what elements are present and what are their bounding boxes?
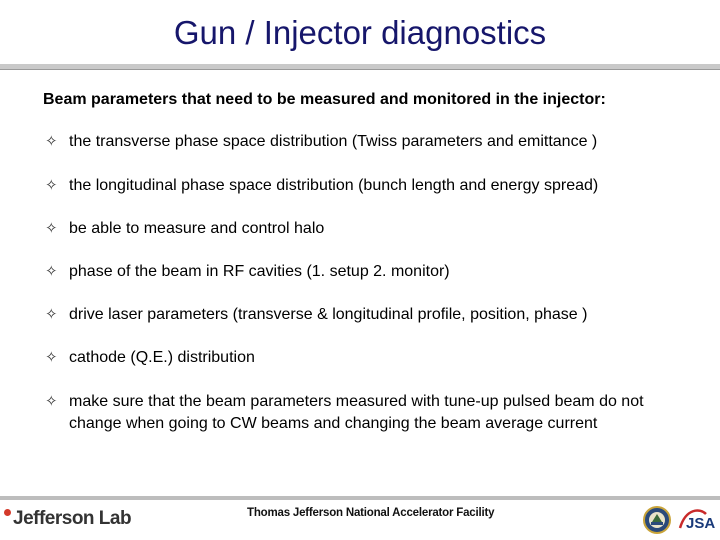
footer-divider <box>0 496 720 500</box>
bullet-text: phase of the beam in RF cavities (1. setup 2. monitor) <box>69 263 450 280</box>
bullet-text: make sure that the beam parameters measured with tune-up pulsed beam do not change when going to CW beams and changing the beam average current <box>69 393 644 432</box>
star-bullet-icon: ✧ <box>45 132 58 150</box>
star-bullet-icon: ✧ <box>45 305 58 323</box>
bullet-text: the transverse phase space distribution (Twiss parameters and emittance ) <box>69 133 598 150</box>
bullet-text: be able to measure and control halo <box>69 220 325 237</box>
logo-accent-dot <box>4 509 11 516</box>
bullet-item <box>45 218 685 240</box>
bullet-item <box>45 304 685 326</box>
doe-seal-icon <box>643 506 671 534</box>
jsa-logo <box>676 506 718 534</box>
title-divider <box>0 64 720 70</box>
star-bullet-icon: ✧ <box>45 392 58 410</box>
star-bullet-icon: ✧ <box>45 176 58 194</box>
svg-text:JSA: JSA <box>686 515 716 532</box>
intro-heading: Beam parameters that need to be measured and monitored in the injector: <box>43 91 606 108</box>
bullet-text: cathode (Q.E.) distribution <box>69 349 255 366</box>
bullet-item <box>45 261 685 283</box>
bullet-text: drive laser parameters (transverse & longitudinal profile, position, phase ) <box>69 306 588 323</box>
bullet-text: the longitudinal phase space distribution (bunch length and energy spread) <box>69 177 599 194</box>
footer-logo-text: Jefferson Lab <box>13 508 132 529</box>
bullet-item <box>45 347 685 369</box>
star-bullet-icon: ✧ <box>45 262 58 280</box>
star-bullet-icon: ✧ <box>45 348 58 366</box>
slide-title: Gun / Injector diagnostics <box>173 14 547 51</box>
bullet-item <box>45 131 685 153</box>
star-bullet-icon: ✧ <box>45 219 58 237</box>
footer-facility-name: Thomas Jefferson National Accelerator Facility <box>247 507 495 519</box>
bullet-item <box>45 391 645 434</box>
bullet-item <box>45 175 685 197</box>
jefferson-lab-logo <box>4 508 131 530</box>
